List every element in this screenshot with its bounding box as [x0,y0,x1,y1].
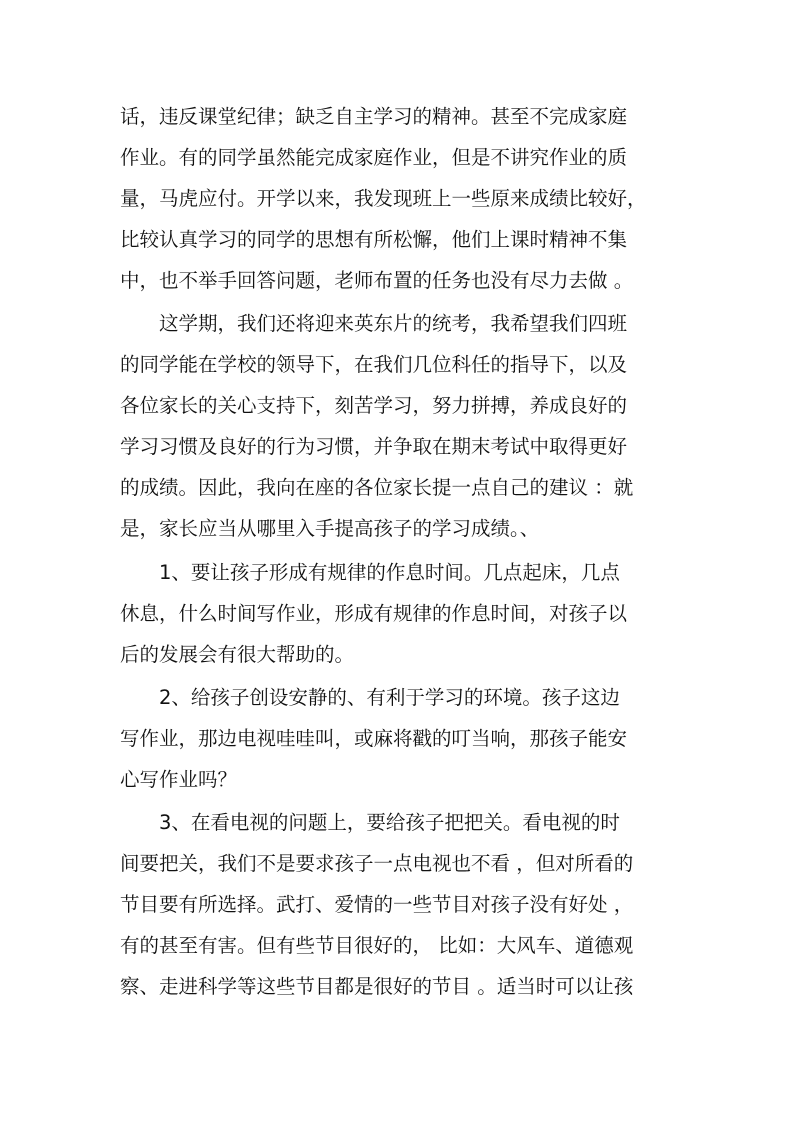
text-line: 是，家长应当从哪里入手提高孩子的学习成绩。、 [120,517,540,540]
text-line: 的同学能在学校的领导下，在我们几位科任的指导下，以及 [120,353,628,376]
text-line: 作业。有的同学虽然能完成家庭作业，但是不讲究作业的质 [120,146,628,169]
text-line: 节目要有所选择。武打、爱情的一些节目对孩子没有好处 ， [120,893,634,916]
text-line: 心写作业吗？ [120,768,238,791]
text-line: 有的甚至有害。但有些节目很好的， 比如：大风车、道德观 [120,934,634,957]
text-line: 察、走进科学等这些节目都是很好的节目 。适当时可以让孩 [120,975,634,998]
text-line: 量，马虎应付。开学以来，我发现班上一些原来成绩比较好， [120,187,647,210]
text-line: 间要把关，我们不是要求孩子一点电视也不看 ，但对所看的 [120,852,634,875]
paragraph-first-line: 这学期，我们还将迎来英东片的统考，我希望我们四班 [159,312,628,335]
list-item-1-first-line: 1、要让孩子形成有规律的作息时间。几点起床，几点 [159,561,620,584]
list-item-3-first-line: 3、在看电视的问题上，要给孩子把把关。看电视的时 [159,811,620,834]
text-line: 的成绩。因此，我向在座的各位家长提一点自己的建议 ：就 [120,476,634,499]
text-line: 休息，什么时间写作业，形成有规律的作息时间，对孩子以 [120,602,628,625]
text-line: 后的发展会有很大帮助的。 [120,643,355,666]
list-item-2-first-line: 2、给孩子创设安静的、有利于学习的环境。孩子这边 [159,686,620,709]
text-line: 比较认真学习的同学的思想有所松懈，他们上课时精神不集 [120,228,628,251]
text-line: 各位家长的关心支持下，刻苦学习，努力拼搏，养成良好的 [120,394,628,417]
text-line: 学习习惯及良好的行为习惯，并争取在期末考试中取得更好 [120,435,628,458]
text-line: 话，违反课堂纪律；缺乏自主学习的精神。甚至不完成家庭 [120,105,628,128]
text-line: 写作业，那边电视哇哇叫，或麻将戳的叮当响，那孩子能安 [120,727,628,750]
text-line: 中，也不举手回答问题，老师布置的任务也没有尽力去做 。 [120,269,634,292]
